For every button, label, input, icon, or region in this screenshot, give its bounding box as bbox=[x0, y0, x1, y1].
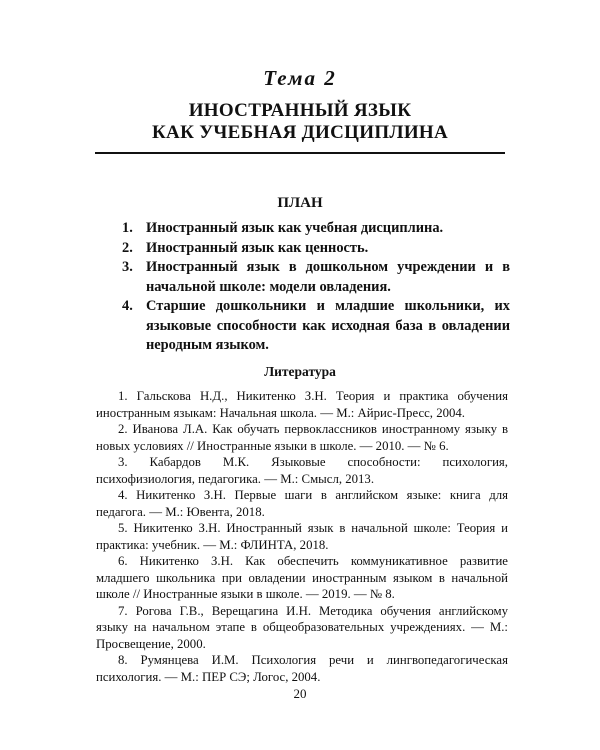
title-divider bbox=[95, 152, 505, 154]
plan-item-text: Старшие дошкольники и младшие школьники, их языковые способности как исходная база в овладении неродным языком. bbox=[146, 298, 510, 353]
plan-item-number: 1. bbox=[122, 220, 133, 236]
plan-item bbox=[122, 219, 510, 239]
literature-item: 1. Гальскова Н.Д., Никитенко З.Н. Теория и практика обучения иностранным языкам: Начальная школа. — М.: Айрис-Пресс, 2004. bbox=[96, 389, 508, 420]
plan-item bbox=[122, 258, 510, 297]
plan-item-number: 4. bbox=[122, 298, 133, 314]
plan-item-text: Иностранный язык как учебная дисциплина. bbox=[146, 220, 444, 236]
plan-item bbox=[122, 239, 510, 259]
topic-label: Тема 2 bbox=[263, 66, 337, 90]
literature-list bbox=[96, 388, 508, 685]
plan-item-number: 3. bbox=[122, 259, 133, 275]
literature-item: 6. Никитенко З.Н. Как обеспечить коммуникативное развитие младшего школьника при овладении иностранным языком в начальной школе // Иностранные языки в школе. — 2019. — № 8. bbox=[96, 554, 508, 601]
literature-item: 8. Румянцева И.М. Психология речи и лингвопедагогическая психология. — М.: ПЕР СЭ; Логос, 2004. bbox=[96, 653, 508, 684]
page-number: 20 bbox=[293, 686, 307, 701]
literature-item: 4. Никитенко З.Н. Первые шаги в английском языке: книга для педагога. — М.: Ювента, 2018. bbox=[96, 488, 508, 519]
plan-list bbox=[122, 219, 510, 356]
literature-item: 5. Никитенко З.Н. Иностранный язык в начальной школе: Теория и практика: учебник. — М.: ФЛИНТА, 2018. bbox=[96, 521, 508, 552]
plan-item bbox=[122, 297, 510, 356]
plan-item-text: Иностранный язык в дошкольном учреждении и в начальной школе: модели овладения. bbox=[146, 259, 510, 295]
plan-item-number: 2. bbox=[122, 239, 133, 256]
literature-heading: Литература bbox=[264, 364, 336, 379]
literature-item: 3. Кабардов М.К. Языковые способности: психология, психофизиология, педагогика. — М.: Смысл, 2013. bbox=[96, 455, 508, 486]
chapter-title-line1: ИНОСТРАННЫЙ ЯЗЫК bbox=[188, 100, 412, 121]
plan-heading: ПЛАН bbox=[277, 195, 323, 211]
literature-item: 2. Иванова Л.А. Как обучать первоклассников иностранному языку в новых условиях // Иностранные языки в школе. — 2010. — № 6. bbox=[96, 422, 508, 453]
plan-item-text: Иностранный язык как ценность. bbox=[146, 239, 369, 256]
literature-item: 7. Рогова Г.В., Верещагина И.Н. Методика обучения английскому языку на начальном этапе в общеобразовательных учреждениях. — М.: Просвещение, 2000. bbox=[96, 603, 508, 651]
chapter-title-line2: КАК УЧЕБНАЯ ДИСЦИПЛИНА bbox=[151, 122, 449, 143]
